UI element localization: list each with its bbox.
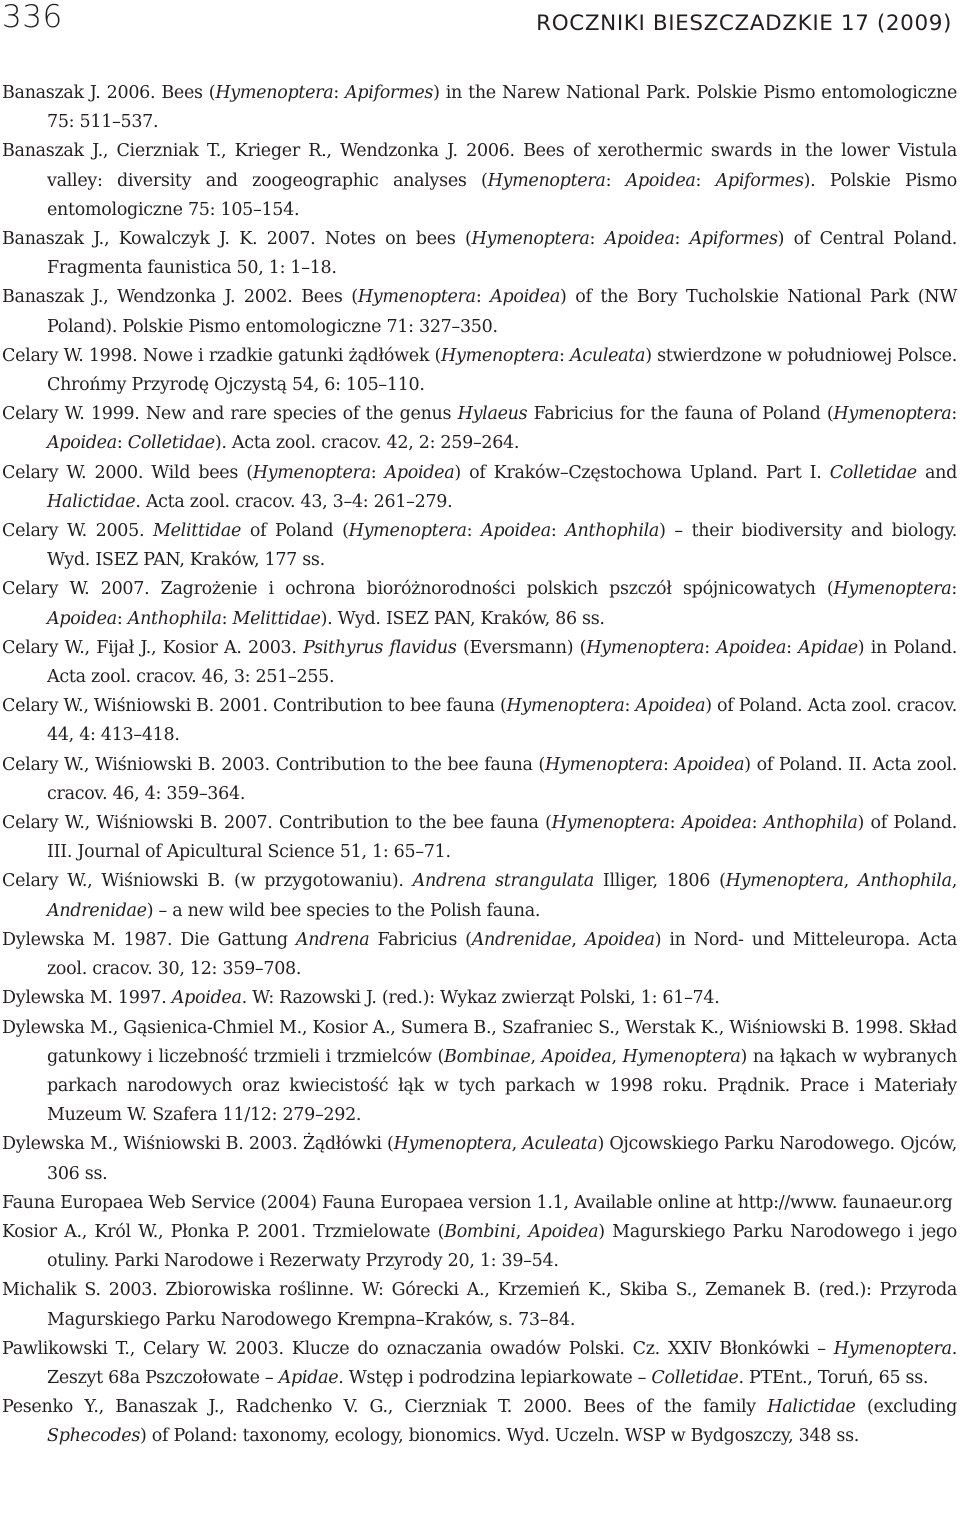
reference-entry — [2, 342, 957, 400]
reference-entry — [2, 459, 957, 517]
reference-entry — [2, 1130, 957, 1188]
reference-text: ) of Poland: taxonomy, ecology, bionomics. Wyd. Uczeln. WSP w Bydgoszczy, 348 ss. — [140, 1426, 860, 1447]
italic-taxon-text: Aculeata — [522, 1134, 598, 1155]
reference-text: , — [530, 1046, 542, 1067]
reference-text: . Zeszyt 68a Pszczołowate – — [47, 1338, 957, 1388]
italic-taxon-text: Apiformes — [689, 229, 778, 250]
reference-text: Celary W., Wiśniowski B. 2007. Contribution to the bee fauna ( — [2, 813, 552, 834]
reference-text: : — [695, 170, 716, 191]
italic-taxon-text: Melittidae — [152, 521, 242, 542]
italic-taxon-text: Apoidea — [584, 929, 655, 950]
italic-taxon-text: Halictidae — [767, 1397, 856, 1418]
reference-text: ) of the Bory Tucholskie National Park (NW Poland). Polskie Pismo entomologiczne 71: 327–350. — [47, 287, 958, 337]
reference-text: : — [951, 404, 957, 425]
reference-text: of Poland ( — [241, 521, 349, 542]
reference-text: , — [571, 929, 585, 950]
italic-taxon-text: Bombinae — [444, 1046, 531, 1067]
italic-taxon-text: Anthophila — [565, 521, 660, 542]
italic-taxon-text: Hymenoptera — [544, 754, 663, 775]
reference-text: Kosior A., Król W., Płonka P. 2001. Trzmielowate ( — [2, 1221, 445, 1242]
italic-taxon-text: Apoidea — [681, 813, 752, 834]
reference-entry — [2, 283, 957, 341]
italic-taxon-text: Apoidea — [480, 521, 551, 542]
page-number: 336 — [2, 0, 63, 35]
italic-taxon-text: Apidae — [278, 1367, 339, 1388]
italic-taxon-text: Hylaeus — [457, 404, 528, 425]
reference-text: : — [116, 608, 128, 629]
italic-taxon-text: Colletidae — [127, 433, 215, 454]
italic-taxon-text: Hymenoptera — [622, 1046, 741, 1067]
reference-text: Celary W., Wiśniowski B. 2001. Contribution to bee fauna ( — [2, 696, 507, 717]
reference-text: , — [511, 1134, 523, 1155]
reference-entry — [2, 1189, 957, 1218]
reference-text: ) stwierdzone w południowej Polsce. Chrońmy Przyrodę Ojczystą 54, 6: 105–110. — [47, 345, 958, 396]
reference-text: Fabricius ( — [369, 929, 472, 950]
italic-taxon-text: Apidae — [798, 637, 858, 658]
italic-taxon-text: Hymenoptera — [252, 462, 371, 483]
reference-entry — [2, 751, 957, 809]
italic-taxon-text: Hymenoptera — [506, 696, 625, 717]
reference-entry — [2, 926, 957, 984]
reference-entry — [2, 634, 957, 692]
italic-taxon-text: Andrenidae — [471, 929, 572, 950]
italic-taxon-text: Hymenoptera — [833, 579, 952, 600]
reference-text: Dylewska M. 1997. — [2, 988, 172, 1009]
reference-text: ) of Poland. III. Journal of Apicultural Science 51, 1: 65–71. — [47, 813, 958, 863]
reference-text: : — [116, 433, 128, 454]
reference-text: ) Ojcowskiego Parku Narodowego. Ojców, 306 ss. — [47, 1134, 957, 1184]
reference-text: Dylewska M., Gąsienica-Chmiel M., Kosior A., Sumera B., Szafraniec S., Werstak K., Wiśniowski B. 1998. Skład gatunkowy i liczebność trzmieli i trzmielców ( — [2, 1017, 957, 1067]
reference-text: ) in the Narew National Park. Polskie Pismo entomologiczne 75: 511–537. — [47, 83, 957, 133]
reference-text: : — [751, 813, 764, 834]
reference-text: : — [589, 229, 605, 250]
reference-text: Dylewska M. 1987. Die Gattung — [2, 929, 296, 950]
reference-text: ) of Central Poland. Fragmenta faunistica 50, 1: 1–18. — [47, 229, 957, 279]
reference-text: : — [475, 287, 491, 308]
running-head: ROCZNIKI BIESZCZADZKIE 17 (2009) — [536, 11, 952, 36]
reference-text: : — [662, 754, 675, 775]
italic-taxon-text: Melittidae — [232, 608, 321, 629]
italic-taxon-text: Apiformes — [715, 170, 804, 191]
italic-taxon-text: Bombini — [444, 1221, 516, 1242]
reference-text: Fabricius for the fauna of Poland ( — [527, 404, 834, 425]
italic-taxon-text: Hymenoptera — [441, 345, 560, 366]
reference-text: Celary W. 2000. Wild bees ( — [2, 462, 253, 483]
italic-taxon-text: Apoidea — [716, 637, 787, 658]
italic-taxon-text: Hymenoptera — [725, 871, 844, 892]
reference-text: (excluding — [855, 1397, 957, 1418]
reference-entry — [2, 1335, 957, 1393]
reference-text: ) na łąkach w wybranych parkach narodowych oraz kwiecistość łąk w tych parkach w 1998 roku. Prądnik. Prace i Materiały Muzeum W. Szafera 11/12: 279–292. — [47, 1046, 957, 1126]
reference-text: Celary W. 2007. Zagrożenie i ochrona bioróżnorodności polskich pszczół spójnicowatych ( — [2, 579, 834, 600]
reference-text: ) in Poland. Acta zool. cracov. 46, 3: 251–255. — [47, 637, 958, 688]
reference-text: , — [843, 871, 858, 892]
reference-entry — [2, 575, 957, 633]
reference-entry — [2, 1276, 957, 1334]
italic-taxon-text: Colletidae — [651, 1367, 739, 1388]
reference-text: : — [704, 637, 717, 658]
reference-text: : — [605, 170, 626, 191]
reference-entry — [2, 984, 957, 1013]
reference-text: Banaszak J., Kowalczyk J. K. 2007. Notes on bees ( — [2, 229, 472, 250]
reference-text: Celary W., Wiśniowski B. (w przygotowaniu). — [2, 871, 413, 892]
reference-text: : — [466, 521, 481, 542]
reference-text: Celary W. 1998. Nowe i rzadkie gatunki żądłówek ( — [2, 345, 442, 366]
italic-taxon-text: Hymenoptera — [487, 170, 606, 191]
italic-taxon-text: Apoidea — [47, 608, 117, 629]
italic-taxon-text: Sphecodes — [47, 1426, 140, 1447]
reference-list — [2, 79, 957, 1452]
reference-text: Dylewska M., Wiśniowski B. 2003. Żądłówki ( — [2, 1134, 394, 1155]
italic-taxon-text: Hymenoptera — [471, 229, 590, 250]
reference-text: Celary W., Fijał J., Kosior A. 2003. — [2, 637, 304, 658]
italic-taxon-text: Hymenoptera — [357, 287, 476, 308]
italic-taxon-text: Andrenidae — [47, 900, 147, 921]
reference-text: : — [550, 521, 566, 542]
italic-taxon-text: Hymenoptera — [215, 83, 334, 103]
reference-entry — [2, 1014, 957, 1131]
reference-text: ) Magurskiego Parku Narodowego i jego otuliny. Parki Narodowe i Rezerwaty Przyrody 20, 1: 39–54. — [47, 1221, 958, 1272]
italic-taxon-text: Apiformes — [345, 83, 434, 103]
reference-text: ). Wyd. ISEZ PAN, Kraków, 86 ss. — [320, 608, 605, 629]
reference-text: : — [624, 696, 636, 717]
reference-text: ) – their biodiversity and biology. Wyd. ISEZ PAN, Kraków, 177 ss. — [47, 521, 957, 571]
reference-text: : — [669, 813, 682, 834]
italic-taxon-text: Hymenoptera — [393, 1134, 512, 1155]
reference-text: Celary W. 1999. New and rare species of the genus — [2, 404, 458, 425]
reference-text: Celary W. 2005. — [2, 521, 153, 542]
reference-text: and — [916, 462, 957, 483]
reference-text: : — [221, 608, 233, 629]
italic-taxon-text: Apoidea — [528, 1221, 599, 1242]
reference-text: : — [786, 637, 799, 658]
italic-taxon-text: Anthophila — [857, 871, 952, 892]
reference-text: Banaszak J. 2006. Bees ( — [2, 83, 216, 103]
italic-taxon-text: Hymenoptera — [833, 1338, 952, 1359]
italic-taxon-text: Apoidea — [604, 229, 675, 250]
reference-text: ) of Poland. Acta zool. cracov. 44, 4: 413–418. — [47, 696, 957, 746]
page-header — [0, 0, 960, 40]
reference-text: Pesenko Y., Banaszak J., Radchenko V. G., Cierzniak T. 2000. Bees of the family — [2, 1397, 768, 1418]
italic-taxon-text: Hymenoptera — [551, 813, 670, 834]
reference-entry — [2, 225, 957, 283]
reference-entry — [2, 809, 957, 867]
italic-taxon-text: Apoidea — [625, 170, 696, 191]
reference-text: ) of Poland. II. Acta zool. cracov. 46, 4: 359–364. — [47, 754, 958, 804]
italic-taxon-text: Psithyrus flavidus — [303, 637, 457, 658]
reference-text: Pawlikowski T., Celary W. 2003. Klucze do oznaczania owadów Polski. Cz. XXIV Błonkówki – — [2, 1338, 834, 1359]
reference-entry — [2, 1393, 957, 1451]
italic-taxon-text: Apoidea — [490, 287, 560, 308]
italic-taxon-text: Apoidea — [171, 988, 242, 1009]
italic-taxon-text: Colletidae — [829, 462, 917, 483]
reference-text: (Eversmann) ( — [456, 637, 587, 658]
italic-taxon-text: Hymenoptera — [833, 404, 952, 425]
italic-taxon-text: Apoidea — [47, 433, 117, 454]
reference-entry — [2, 867, 957, 925]
reference-text: , — [515, 1221, 529, 1242]
reference-text: : — [370, 462, 385, 483]
reference-text: ) in Nord- und Mitteleuropa. Acta zool. cracov. 30, 12: 359–708. — [47, 929, 957, 980]
reference-entry — [2, 400, 957, 458]
reference-text: Banaszak J., Wendzonka J. 2002. Bees ( — [2, 287, 358, 308]
reference-text: : — [951, 579, 957, 600]
reference-entry — [2, 137, 957, 225]
reference-text: . Acta zool. cracov. 43, 3–4: 261–279. — [135, 491, 453, 512]
reference-text: Michalik S. 2003. Zbiorowiska roślinne. W: Górecki A., Krzemień K., Skiba S., Zemanek B. (red.): Przyroda Magurskiego Parku Narodowego Krempna–Kraków, s. 73–84. — [2, 1280, 957, 1330]
reference-text: Illiger, 1806 ( — [593, 871, 726, 892]
reference-text: : — [333, 83, 346, 103]
reference-entry — [2, 1218, 957, 1276]
italic-taxon-text: Aculeata — [570, 345, 646, 366]
italic-taxon-text: Apoidea — [384, 462, 455, 483]
italic-taxon-text: Halictidae — [47, 491, 136, 512]
italic-taxon-text: Apoidea — [541, 1046, 612, 1067]
reference-text: ). Polskie Pismo entomologiczne 75: 105–154. — [47, 170, 958, 220]
reference-text: . W: Razowski J. (red.): Wykaz zwierząt Polski, 1: 61–74. — [241, 988, 720, 1009]
reference-text: : — [674, 229, 690, 250]
italic-taxon-text: Apoidea — [674, 754, 745, 775]
reference-entry — [2, 79, 957, 137]
reference-text: , — [611, 1046, 623, 1067]
reference-entry — [2, 517, 957, 575]
reference-text: . Wstęp i podrodzina lepiarkowate – — [338, 1367, 652, 1388]
italic-taxon-text: Apoidea — [635, 696, 706, 717]
reference-text: . PTEnt., Toruń, 65 ss. — [738, 1367, 929, 1388]
reference-text: ) – a new wild bee species to the Polish fauna. — [146, 900, 541, 921]
italic-taxon-text: Hymenoptera — [348, 521, 467, 542]
reference-text: ) of Kraków–Częstochowa Upland. Part I. — [454, 462, 830, 483]
reference-text: , — [951, 871, 958, 892]
italic-taxon-text: Hymenoptera — [586, 637, 705, 658]
reference-text: Celary W., Wiśniowski B. 2003. Contribution to the bee fauna ( — [2, 754, 545, 775]
italic-taxon-text: Anthophila — [763, 813, 858, 834]
reference-text: Banaszak J., Cierzniak T., Krieger R., Wendzonka J. 2006. Bees of xerothermic swards in the lower Vistula valley: diversity and zoogeographic analyses ( — [2, 141, 957, 191]
italic-taxon-text: Andrena strangulata — [412, 871, 594, 892]
italic-taxon-text: Andrena — [295, 929, 370, 950]
italic-taxon-text: Anthophila — [127, 608, 222, 629]
reference-text: ). Acta zool. cracov. 42, 2: 259–264. — [214, 433, 520, 454]
reference-text: : — [559, 345, 571, 366]
reference-entry — [2, 692, 957, 750]
reference-text: Fauna Europaea Web Service (2004) Fauna Europaea version 1.1, Available online at http://www. faunaeur.org — [2, 1192, 953, 1213]
